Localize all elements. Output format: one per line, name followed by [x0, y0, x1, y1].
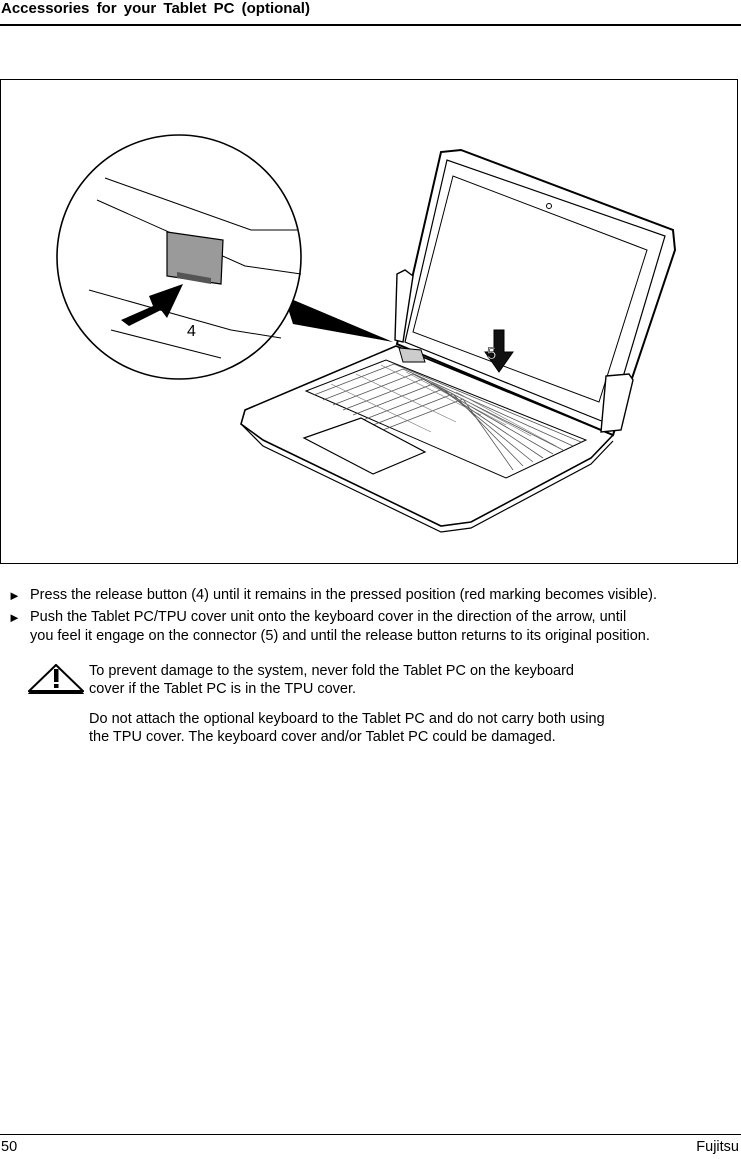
- footer-brand: Fujitsu: [696, 1139, 739, 1155]
- step-text-line: Press the release button (4) until it remains in the pressed position (red marking becomes visible).: [30, 587, 658, 603]
- zoom-connector: [284, 296, 393, 342]
- figure-tablet-keyboard: [0, 79, 738, 564]
- bumper-right: [601, 374, 633, 432]
- warning-triangle-icon: [28, 664, 84, 692]
- hinge-clip: [399, 348, 425, 362]
- warning-text-line: To prevent damage to the system, never fold the Tablet PC on the keyboard: [89, 663, 574, 679]
- tablet-illustration: [1, 80, 737, 563]
- callout-connector-label: 5: [487, 344, 497, 363]
- warning-triangle-frame: [28, 664, 56, 692]
- step-bullet-icon: ►: [8, 588, 21, 603]
- step-text-line: Push the Tablet PC/TPU cover unit onto the keyboard cover in the direction of the arrow, until: [30, 609, 627, 625]
- zoom-detail-circle: [57, 135, 301, 379]
- warning-text-line: the TPU cover. The keyboard cover and/or Tablet PC could be damaged.: [89, 729, 556, 745]
- header-divider: [0, 24, 741, 26]
- warning-text-line: Do not attach the optional keyboard to the Tablet PC and do not carry both using: [89, 711, 605, 727]
- footer-divider: [0, 1134, 741, 1135]
- warning-text-line: cover if the Tablet PC is in the TPU cover.: [89, 681, 357, 697]
- callout-release-label: 4: [187, 323, 196, 340]
- page-number: 50: [1, 1139, 18, 1155]
- step-bullet-icon: ►: [8, 610, 21, 625]
- step-text-line: you feel it engage on the connector (5) and until the release button returns to its original position.: [30, 628, 650, 644]
- page-header-title: Accessories for your Tablet PC (optional): [1, 0, 310, 17]
